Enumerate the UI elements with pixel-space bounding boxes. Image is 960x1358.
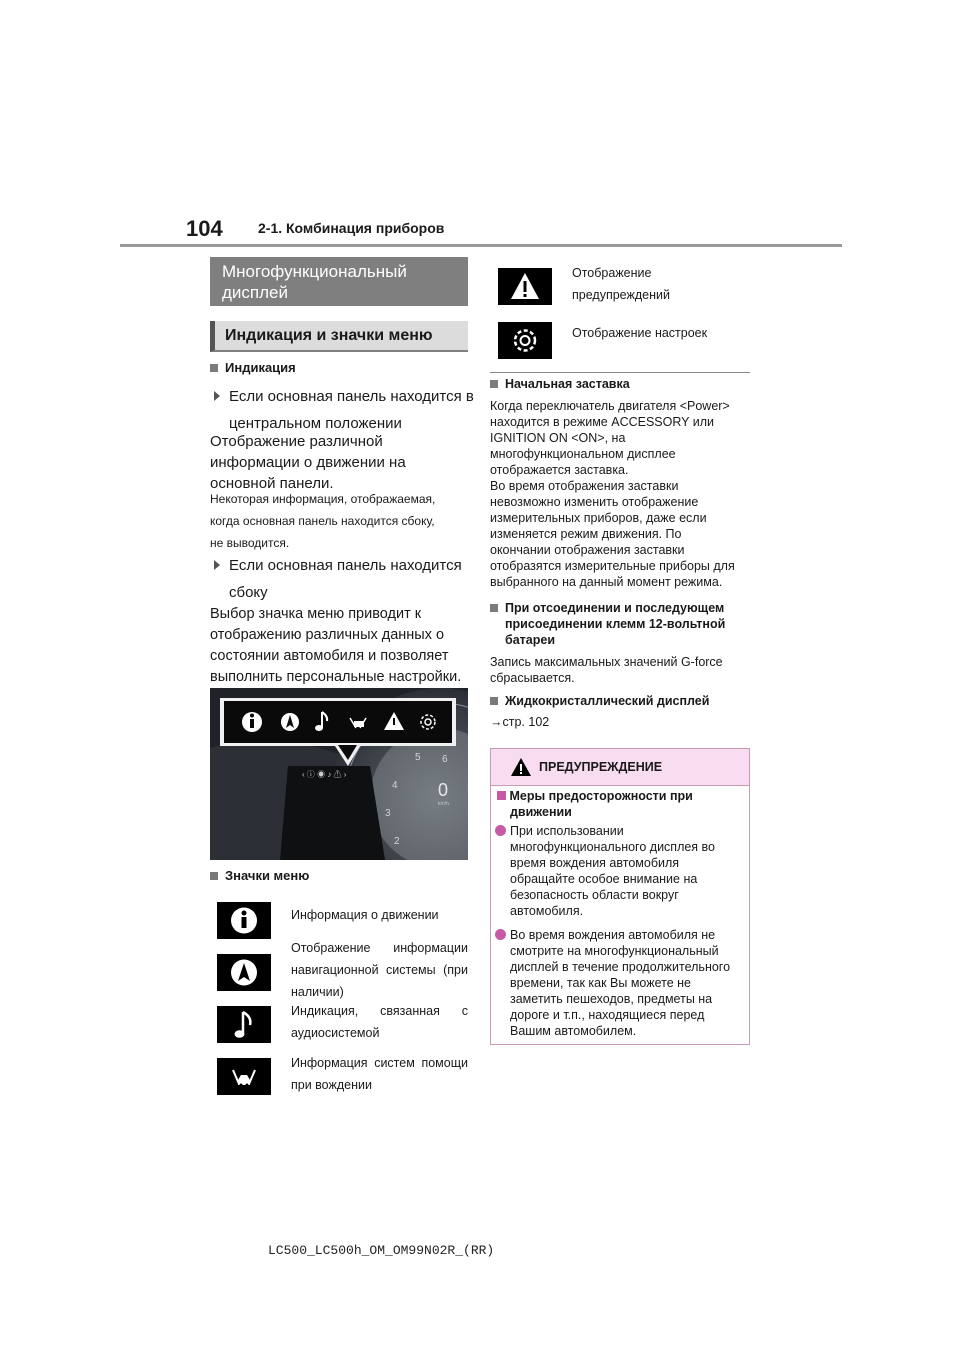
icon-desc-navigation <box>291 937 468 1003</box>
case2-heading <box>214 552 462 606</box>
bullet-line: Вашим автомобилем. <box>510 1024 637 1038</box>
section-title-line: Многофункциональный <box>222 262 407 281</box>
subsection-title: Индикация и значки меню <box>210 321 468 352</box>
icon-desc-settings: Отображение настроек <box>572 326 708 340</box>
bullet-line: время вождения автомобиля <box>510 856 680 870</box>
body-line: IGNITION ON <ON>, на <box>490 431 626 445</box>
square-bullet-icon <box>490 697 498 705</box>
pink-square-bullet-icon <box>497 791 506 800</box>
case2-line: Если основная панель находится <box>229 557 462 574</box>
warning-icon <box>498 268 552 305</box>
splash-heading <box>490 377 630 391</box>
gauge-number: 4 <box>392 780 398 791</box>
menu-icons-heading <box>210 868 309 883</box>
body-line: измерительных приборов, даже если <box>490 511 707 525</box>
bullet-line: смотрите на многофункциональный <box>510 944 719 958</box>
note-line: не выводится. <box>210 536 290 550</box>
warning-title: ПРЕДУПРЕЖДЕНИЕ <box>539 760 663 774</box>
desc-line: Отображение информации <box>291 941 468 955</box>
warning-bullet-1 <box>495 823 715 919</box>
body-line: изменяется режим движения. По <box>490 527 682 541</box>
square-bullet-icon <box>210 364 218 372</box>
bullet-line: Во время вождения автомобиля не <box>510 928 716 942</box>
subheading-line: движении <box>510 805 572 819</box>
pink-circle-bullet-icon <box>495 929 506 940</box>
desc-line: Отображение <box>572 266 652 280</box>
svg-text:‹ ⓘ ◉ ♪ ⚠ ›: ‹ ⓘ ◉ ♪ ⚠ › <box>302 770 347 779</box>
desc-line: Индикация, связанная с <box>291 1004 468 1018</box>
body-line: сбрасывается. <box>490 671 575 685</box>
lcd-heading <box>490 694 709 708</box>
body-line: состоянии автомобиля и позволяет <box>210 648 449 664</box>
note-line: когда основная панель находится сбоку, <box>210 514 435 528</box>
battery-body <box>490 654 723 686</box>
splash-heading-text: Начальная заставка <box>505 377 630 391</box>
body-line: Выбор значка меню приводит к <box>210 606 422 622</box>
case1-body <box>210 431 406 494</box>
desc-line: аудиосистемой <box>291 1026 380 1040</box>
icon-desc-audio <box>291 1000 468 1044</box>
warning-triangle-icon <box>510 757 532 777</box>
body-line: находится в режиме ACCESSORY или <box>490 415 715 429</box>
heading-line: При отсоединении и последующем <box>505 601 725 615</box>
case2-line: сбоку <box>229 584 268 601</box>
desc-line: наличии) <box>291 985 344 999</box>
section-title <box>210 257 468 306</box>
desc-line: Информация систем помощи <box>291 1056 468 1070</box>
info-icon <box>217 902 271 939</box>
bullet-line: дороге и т.п., находящиеся перед <box>510 1008 705 1022</box>
menu-icons-heading-text: Значки меню <box>225 868 310 883</box>
speed-readout: 0 <box>438 780 449 800</box>
instrument-cluster-photo <box>210 688 468 860</box>
gauge-number: 3 <box>385 808 391 819</box>
body-line: выбранного на данный момент режима. <box>490 575 723 589</box>
body-line: отображается заставка. <box>490 463 629 477</box>
page-number: 104 <box>186 216 223 241</box>
body-line: отображению различных данных о <box>210 627 445 643</box>
bullet-line: обращайте особое внимание на <box>510 872 698 886</box>
desc-line: навигационной системы (при <box>291 963 468 977</box>
subheading-line: Меры предосторожности при <box>509 789 693 803</box>
footer-code: LC500_LC500h_OM_OM99N02R_(RR) <box>268 1243 495 1258</box>
gear-icon <box>498 322 552 359</box>
lcd-heading-text: Жидкокристаллический дисплей <box>505 694 710 708</box>
indication-heading <box>210 360 296 375</box>
case1-line: Если основная панель находится в <box>229 388 474 405</box>
speed-unit: km/h <box>438 801 449 807</box>
square-bullet-icon <box>210 872 218 880</box>
body-line: окончании отображения заставки <box>490 543 685 557</box>
desc-line: при вождении <box>291 1078 372 1092</box>
body-line: многофункциональном дисплее <box>490 447 676 461</box>
body-line: отобразятся измерительные приборы для <box>490 559 735 573</box>
icon-desc-info: Информация о движении <box>291 908 439 922</box>
battery-heading <box>490 600 725 648</box>
desc-line: предупреждений <box>572 288 670 302</box>
music-note-icon <box>217 1006 271 1043</box>
bullet-line: автомобиля. <box>510 904 584 918</box>
icon-desc-assist <box>291 1052 468 1096</box>
warning-header <box>491 749 749 786</box>
square-bullet-icon <box>490 604 498 612</box>
gauge-number: 5 <box>415 752 421 763</box>
case1-note <box>210 488 435 554</box>
triangle-bullet-icon <box>214 560 220 570</box>
icon-desc-warnings <box>572 262 670 306</box>
body-line: основной панели. <box>210 475 334 492</box>
lcd-page-ref[interactable]: →стр. 102 <box>490 715 550 729</box>
square-bullet-icon <box>490 380 498 388</box>
case1-heading <box>214 383 474 437</box>
bullet-line: безопасность области вокруг <box>510 888 679 902</box>
heading-line: батареи <box>505 633 556 647</box>
note-line: Некоторая информация, отображаемая, <box>210 492 436 506</box>
gauge-number: 2 <box>394 836 400 847</box>
driving-assist-icon <box>217 1058 271 1095</box>
case1-line: центральном положении <box>229 415 402 432</box>
bullet-line: времени, так как Вы можете не <box>510 976 691 990</box>
body-line: невозможно изменить отображение <box>490 495 699 509</box>
section-title-line: дисплей <box>222 283 288 302</box>
heading-line: присоединении клемм 12-вольтной <box>505 617 726 631</box>
triangle-bullet-icon <box>214 391 220 401</box>
bullet-line: многофункционального дисплея во <box>510 840 716 854</box>
splash-body <box>490 398 752 590</box>
body-line: Отображение различной <box>210 433 383 450</box>
gauge-number: 6 <box>442 754 448 765</box>
navigation-icon <box>217 954 271 991</box>
body-line: информации о движении на <box>210 454 406 471</box>
header-rule <box>120 244 842 247</box>
warning-subheading <box>497 788 693 820</box>
case2-body <box>210 604 461 688</box>
body-line: Во время отображения заставки <box>490 479 679 493</box>
pink-circle-bullet-icon <box>495 825 506 836</box>
warning-bullet-2 <box>495 927 730 1039</box>
divider <box>490 372 750 373</box>
bullet-line: При использовании <box>510 824 624 838</box>
bullet-line: заметить пешеходов, предметы на <box>510 992 713 1006</box>
bullet-line: дисплей в течение продолжительного <box>510 960 731 974</box>
body-line: выполнить персональные настройки. <box>210 669 462 685</box>
chapter-title: 2-1. Комбинация приборов <box>258 220 445 236</box>
body-line: Запись максимальных значений G-force <box>490 655 723 669</box>
body-line: Когда переключатель двигателя <Power> <box>490 399 730 413</box>
indication-heading-text: Индикация <box>225 360 296 375</box>
warning-box <box>490 748 750 1045</box>
